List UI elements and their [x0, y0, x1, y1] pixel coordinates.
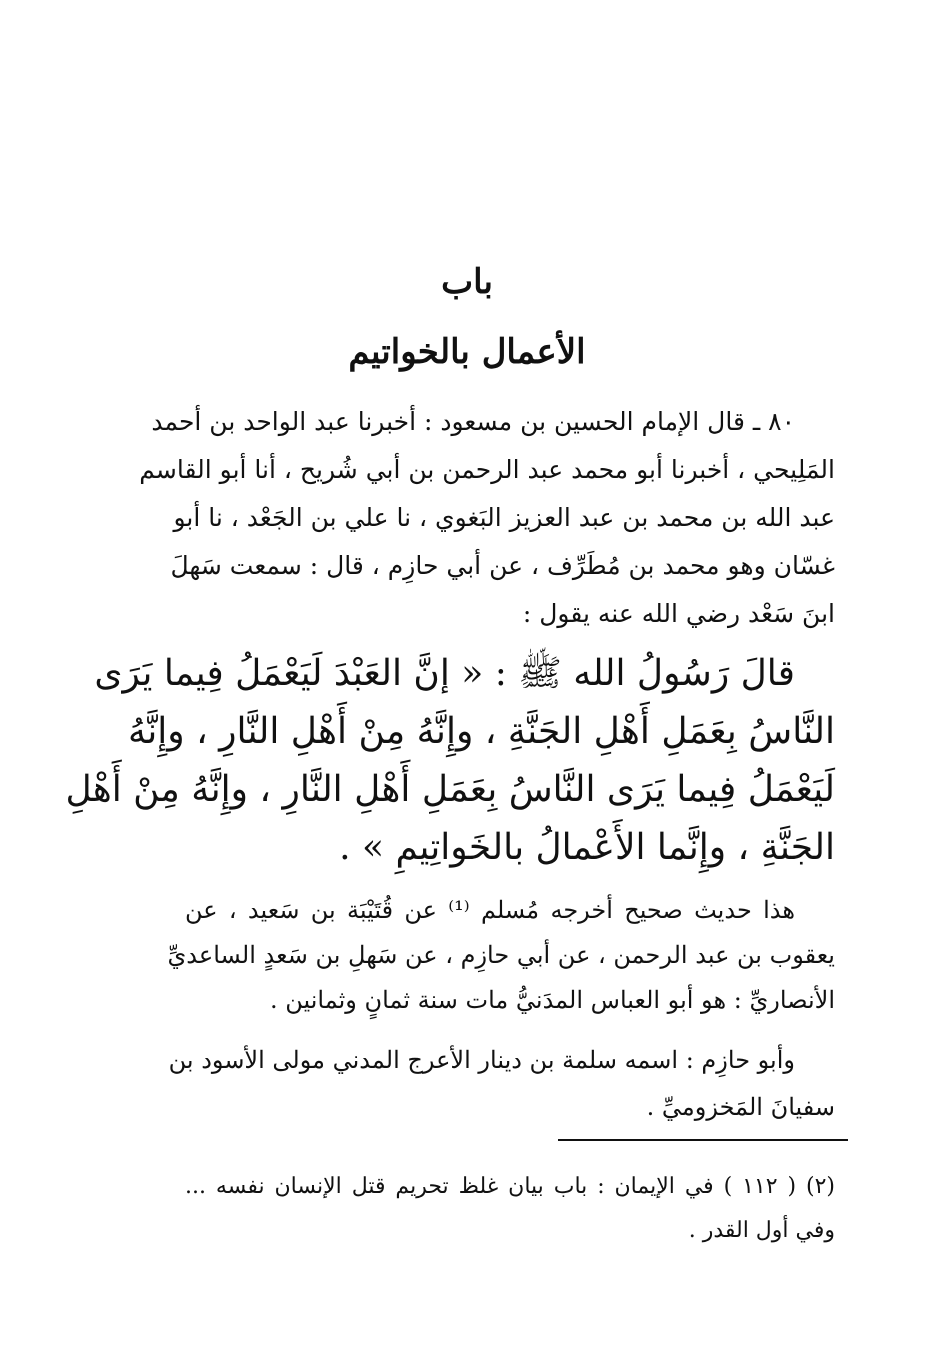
narrator-note-line: سفيانَ المَخزوميِّ .	[646, 1093, 835, 1121]
hadith-line: النَّاسُ بِعَمَلِ أَهْلِ الجَنَّةِ ، وإِنَّهُ مِنْ أَهْلِ النَّارِ ، وإِنَّهُ	[127, 711, 835, 752]
commentary-line: يعقوب بن عبد الرحمن ، عن أبي حازِم ، عن سَهلِ بن سَعدٍ الساعديِّ	[167, 941, 835, 969]
footnote-line: وفي أول القدر .	[688, 1218, 835, 1243]
isnad-line: المَلِيحي ، أخبرنا أبو محمد عبد الرحمن بن أبي شُريح ، أنا أبو القاسم	[139, 455, 835, 484]
hadith-line: قالَ رَسُولُ الله ﷺ : « إنَّ العَبْدَ لَيَعْمَلُ فِيما يَرَى	[94, 653, 795, 694]
isnad-line: ابنَ سَعْد رضي الله عنه يقول :	[522, 599, 835, 628]
isnad-paragraph	[139, 398, 835, 638]
narrator-note-paragraph	[168, 1037, 835, 1131]
commentary-line: الأنصاريِّ : هو أبو العباس المدَنيُّ مات سنة ثمانٍ وثمانين .	[269, 986, 835, 1014]
commentary-paragraph	[167, 888, 835, 1023]
isnad-line: غسّان وهو محمد بن مُطَرِّف ، عن أبي حازِم ، قال : سمعت سَهلَ	[170, 551, 835, 580]
chapter-label: باب	[441, 262, 493, 302]
footnote-line: (٢) ( ١١٢ ) في الإيمان : باب بيان غلظ تحريم قتل الإنسان نفسه ...	[185, 1174, 836, 1199]
narrator-note-line: وأبو حازِم : اسمه سلمة بن دينار الأعرج المدني مولى الأسود بن	[168, 1046, 795, 1074]
chapter-title: الأعمال بالخواتيم	[348, 332, 586, 372]
hadith-line: الجَنَّةِ ، وإِنَّما الأَعْمالُ بالخَواتِيمِ » .	[339, 827, 835, 868]
isnad-line: ٨٠ ـ قال الإمام الحسين بن مسعود : أخبرنا عبد الواحد بن أحمد	[151, 407, 795, 436]
hadith-text	[65, 645, 835, 877]
commentary-line: هذا حديث صحيح أخرجه مُسلم ⁽¹⁾ عن قُتَيْبَة بن سَعيد ، عن	[185, 896, 795, 924]
isnad-line: عبد الله بن محمد بن عبد العزيز البَغوي ، نا علي بن الجَعْد ، نا أبو	[173, 503, 835, 532]
footnote	[185, 1165, 835, 1253]
hadith-line: لَيَعْمَلُ فِيما يَرَى النَّاسُ بِعَمَلِ أَهْلِ النَّارِ ، وإِنَّهُ مِنْ أَهْلِ	[65, 769, 835, 810]
footnote-divider	[558, 1139, 848, 1141]
